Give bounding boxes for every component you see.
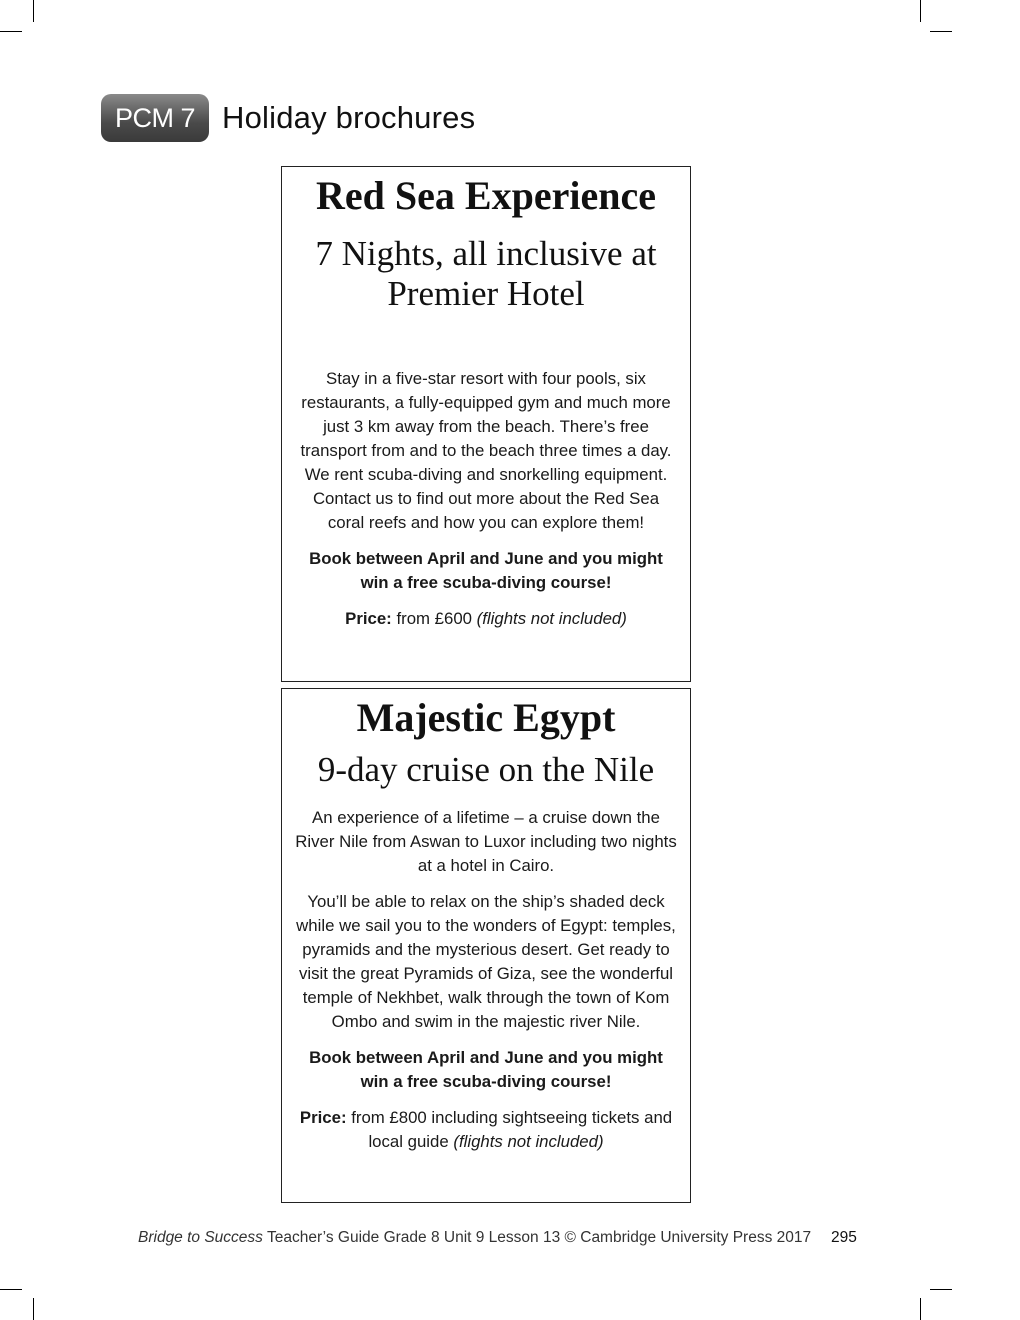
price-note: (flights not included)	[476, 608, 627, 628]
brochure-majestic-egypt	[281, 688, 691, 1203]
brochure-offer: Book between April and June and you might win a free scuba-diving course!	[309, 1048, 663, 1092]
price-value: from £600	[396, 608, 472, 628]
brochure-price	[282, 607, 690, 631]
crop-mark	[920, 1298, 921, 1320]
crop-mark	[930, 31, 952, 32]
price-label: Price:	[299, 1108, 347, 1128]
crop-mark	[33, 0, 34, 22]
price-value: from £800 including sightseeing tickets and local guide	[351, 1108, 673, 1152]
brochure-price	[282, 1106, 690, 1154]
crop-mark	[33, 1298, 34, 1320]
brochure-subtitle	[282, 234, 690, 315]
brochure-title: Majestic Egypt	[356, 695, 616, 740]
brochure-offer: Book between April and June and you might win a free scuba-diving course!	[309, 548, 663, 592]
price-label: Price:	[345, 608, 392, 628]
footer-text: Teacher’s Guide Grade 8 Unit 9 Lesson 13 © Cambridge University Press 2017	[266, 1229, 812, 1246]
crop-mark	[930, 1289, 952, 1290]
brochure-subtitle-line: Premier Hotel	[387, 274, 585, 314]
brochure-description: Stay in a five-star resort with four pools, six restaurants, a fully-equipped gym and much more just 3 km away from the beach. There’s free transport from and to the beach three times a day. We rent scuba-diving and snorkelling equipment. Contact us to find out more about the Red Sea coral reefs and how you can explore them!	[300, 368, 672, 532]
brochure-subtitle-line: 7 Nights, all inclusive at	[315, 234, 657, 273]
footer-book-title: Bridge to Success	[138, 1229, 263, 1246]
brochure-description: An experience of a lifetime – a cruise down the River Nile from Aswan to Luxor including two nights at a hotel in Cairo.	[295, 808, 677, 876]
brochure-subtitle: 9-day cruise on the Nile	[317, 750, 655, 789]
crop-mark	[0, 1289, 22, 1290]
crop-mark	[0, 31, 22, 32]
brochure-title: Red Sea Experience	[316, 173, 656, 218]
pcm-badge: PCM 7	[101, 94, 209, 142]
page-header	[101, 93, 475, 143]
brochure-red-sea	[281, 166, 691, 682]
page-title: Holiday brochures	[222, 100, 476, 135]
brochure-description: You’ll be able to relax on the ship’s shaded deck while we sail you to the wonders of Egypt: temples, pyramids and the mysterious desert. Get ready to visit the great Pyramids of Giza, see the wonderful temple of Nekhbet, walk through the town of Kom Ombo and swim in the majestic river Nile.	[296, 892, 676, 1032]
price-note: (flights not included)	[453, 1132, 604, 1152]
crop-mark	[920, 0, 921, 22]
footer-credit	[138, 1229, 811, 1247]
page-number: 295	[831, 1229, 857, 1246]
